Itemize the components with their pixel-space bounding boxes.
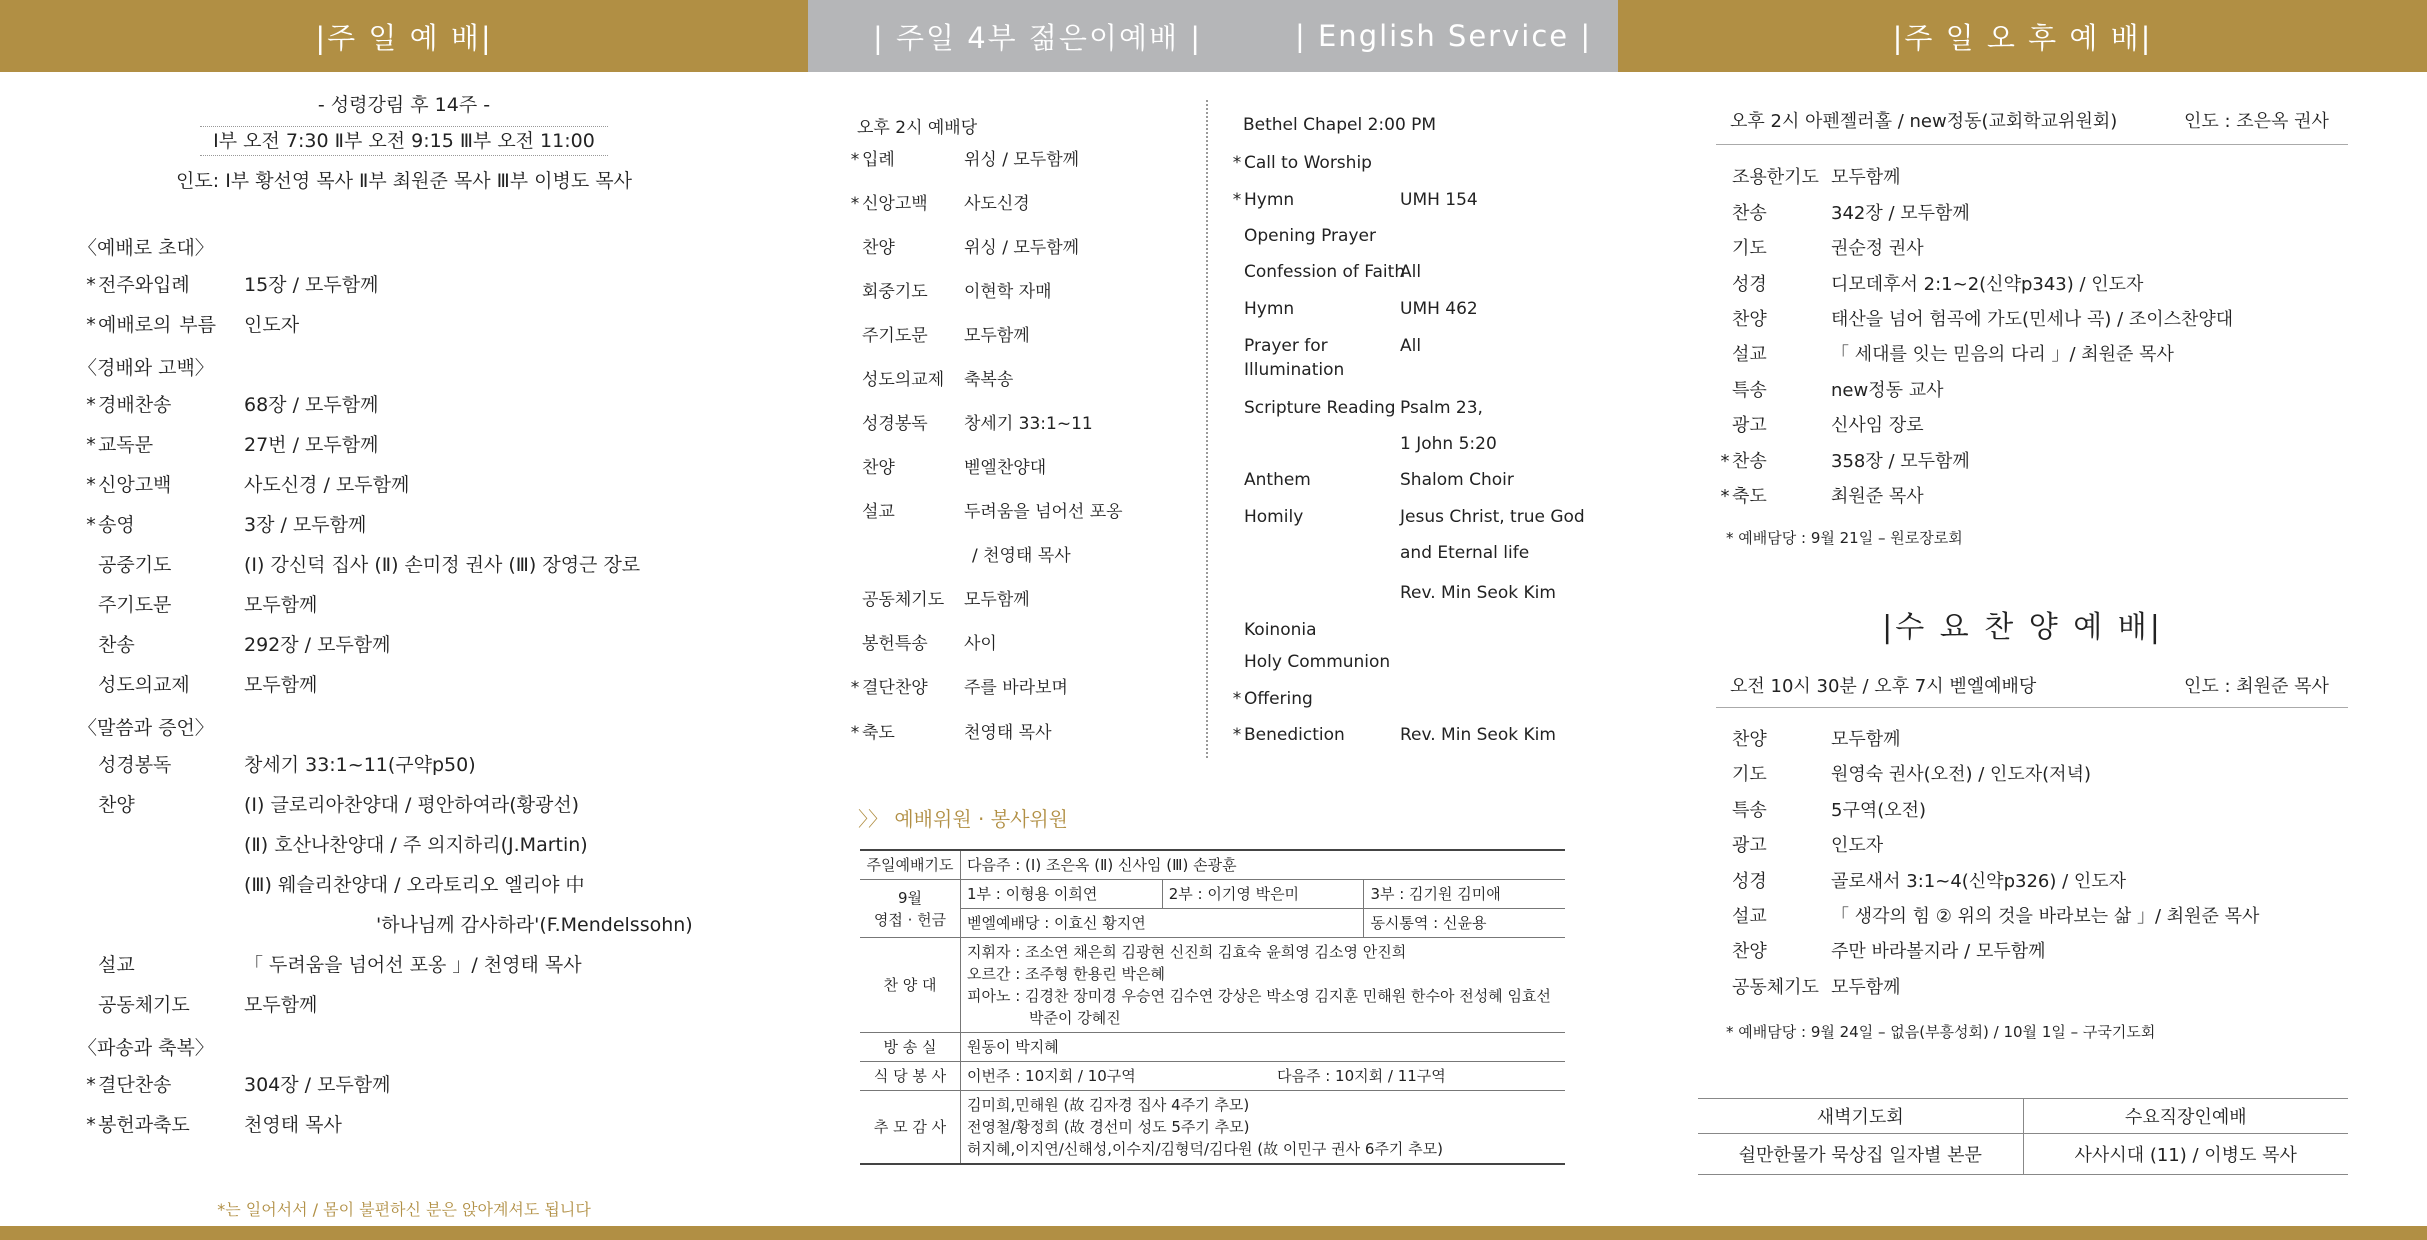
order-item: * 예배로의 부름 인도자 [86, 314, 300, 336]
staff-key: 찬 양 대 [860, 938, 961, 1033]
staff-value: 다음주 : (Ⅰ) 조은옥 (Ⅱ) 신사임 (Ⅲ) 손광훈 [961, 850, 1566, 880]
season-label: - 성령강림 후 14주 - [317, 94, 491, 116]
order-item: 성도의교제 모두함께 [98, 674, 318, 696]
order-item: 성도의교제 축복송 [862, 370, 1014, 390]
order-item: Scripture Reading Psalm 23, [1244, 398, 1483, 418]
order-item: 찬양 벧엘찬양대 [862, 458, 1047, 478]
order-item: 찬양 모두함께 [1732, 729, 1901, 750]
order-item: 찬송 292장 / 모두함께 [98, 634, 391, 656]
order-item: * 신앙고백 사도신경 / 모두함께 [86, 474, 410, 496]
order-item: * 축도 천영태 목사 [850, 723, 1052, 743]
table-row [860, 1062, 1565, 1091]
sunday-header: |주 일 예 배| [0, 0, 808, 72]
order-item: 주기도문 모두함께 [862, 326, 1030, 346]
wednesday-leader: 인도 : 최원준 목사 [2184, 676, 2329, 697]
order-item-continued: and Eternal life [1400, 543, 1530, 563]
order-item: 기도 권순정 권사 [1732, 238, 1924, 259]
young-service-title: | 주일 4부 젊은이예배 | [873, 20, 1202, 55]
afternoon-header: |주 일 오 후 예 배| [1618, 0, 2427, 72]
order-item: 공동체기도 모두함께 [98, 994, 318, 1016]
order-item: 성경봉독 창세기 33:1~11(구약p50) [98, 754, 476, 776]
order-item-continued: '하나님께 감사하라'(F.Mendelssohn) [376, 914, 693, 936]
order-item: * Hymn UMH 154 [1232, 190, 1478, 210]
order-item: Homily Jesus Christ, true God [1244, 507, 1585, 527]
staff-value: 벧엘예배당 : 이효신 황지연 [961, 909, 1364, 938]
staff-value: 김미희,민해원 (故 김자경 집사 4주기 추모) 전영철/황정희 (故 경선미 성도 5주기 추모) 허지혜,이지연/신해성,이수지/김형덕/김다원 (故 이민구 권사 6주기 추모) [961, 1091, 1566, 1165]
table-row [860, 880, 1565, 909]
order-item: 성경봉독 창세기 33:1~11 [862, 414, 1093, 434]
order-item: 성경 골로새서 3:1~4(신약p326) / 인도자 [1732, 871, 2127, 892]
afternoon-leader: 인도 : 조은옥 권사 [2184, 111, 2329, 132]
staff-value: 동시통역 : 신윤용 [1364, 909, 1565, 938]
order-item: * Benediction Rev. Min Seok Kim [1232, 725, 1556, 745]
wednesday-place: 오전 10시 30분 / 오후 7시 벧엘예배당 [1730, 676, 2037, 697]
order-item: * 봉헌과축도 천영태 목사 [86, 1114, 342, 1136]
bottom-bar [0, 1226, 2427, 1240]
order-item: * Offering [1232, 689, 1313, 709]
staff-value: 3부 : 김기원 김미애 [1364, 880, 1565, 909]
english-place: Bethel Chapel 2:00 PM [1243, 115, 1437, 135]
order-item: * 교독문 27번 / 모두함께 [86, 434, 379, 456]
section-sending-blessing: 〈파송과 축복〉 [78, 1037, 214, 1059]
order-item: * 송영 3장 / 모두함께 [86, 514, 367, 536]
staff-key: 주일예배기도 [860, 850, 961, 880]
afternoon-place: 오후 2시 아펜젤러홀 / new정동(교회학교위원회) [1730, 111, 2118, 132]
order-item: 광고 신사임 장로 [1732, 415, 1924, 436]
staff-value: 지휘자 : 조소연 채은희 김광현 신진희 김효숙 윤희영 김소영 안진희 오르간 : 조주형 한용린 박은혜 피아노 : 김경찬 장미경 우승연 김수연 강상은 박소영 김지훈 민해원 한수아 전성혜 임효선 박준이 강혜진 [961, 938, 1566, 1033]
order-item-continued: / 천영태 목사 [972, 546, 1071, 566]
staff-key: 9월 영접 · 헌금 [860, 880, 961, 938]
order-item: 성경 디모데후서 2:1~2(신약p343) / 인도자 [1732, 274, 2144, 295]
table-cell: 사사시대 (11) / 이병도 목사 [2023, 1134, 2348, 1175]
order-item: 조용한기도 모두함께 [1732, 167, 1901, 188]
table-row [860, 850, 1565, 880]
order-item: 특송 new정동 교사 [1732, 380, 1944, 401]
order-item: Opening Prayer [1244, 226, 1376, 246]
order-item: 특송 5구역(오전) [1732, 800, 1927, 821]
section-worship-confession: 〈경배와 고백〉 [78, 357, 214, 379]
staff-title: 〉〉 예배위원 · 봉사위원 [858, 807, 1068, 831]
order-item: * 신앙고백 사도신경 [850, 194, 1030, 214]
order-item: 설교 「 생각의 힘 ② 위의 것을 바라보는 삶 」/ 최원준 목사 [1732, 906, 2260, 927]
order-item-continued: Rev. Min Seok Kim [1400, 583, 1556, 603]
order-item: Prayer for All [1244, 336, 1422, 356]
staff-value: 이번주 : 10지회 / 10구역 다음주 : 10지회 / 11구역 [961, 1062, 1566, 1091]
order-item: * Call to Worship [1232, 153, 1372, 173]
wednesday-note: * 예배담당 : 9월 24일 – 없음(부흥성회) / 10월 1일 – 구국기도회 [1726, 1023, 2156, 1041]
table-cell: 쉴만한물가 묵상집 일자별 본문 [1698, 1134, 2023, 1175]
section-invitation: 〈예배로 초대〉 [78, 237, 214, 259]
order-item: 설교 두려움을 넘어선 포옹 [862, 502, 1123, 522]
section-word-witness: 〈말씀과 증언〉 [78, 717, 214, 739]
order-item: 광고 인도자 [1732, 835, 1884, 856]
order-item-continued: 1 John 5:20 [1400, 434, 1497, 454]
order-item: Hymn UMH 462 [1244, 299, 1478, 319]
staff-table [860, 849, 1565, 1165]
order-item: 찬송 342장 / 모두함께 [1732, 203, 1970, 224]
staff-value: 원동이 박지혜 [961, 1033, 1566, 1062]
order-item: * 축도 최원준 목사 [1720, 486, 1924, 507]
order-item-continued: (Ⅱ) 호산나찬양대 / 주 의지하리(J.Martin) [244, 834, 588, 856]
order-item: 찬양 위싱 / 모두함께 [862, 238, 1080, 258]
order-item: 봉헌특송 사이 [862, 634, 997, 654]
order-item: 주기도문 모두함께 [98, 594, 318, 616]
table-row [860, 938, 1565, 1033]
order-item: * 결단찬송 304장 / 모두함께 [86, 1074, 391, 1096]
service-leaders: 인도: Ⅰ부 황선영 목사 Ⅱ부 최원준 목사 Ⅲ부 이병도 목사 [176, 170, 632, 192]
order-item: 설교 「 두려움을 넘어선 포옹 」/ 천영태 목사 [98, 954, 582, 976]
order-item: 공동체기도 모두함께 [862, 590, 1030, 610]
prayer-meeting-table [1698, 1098, 2348, 1175]
table-header: 새벽기도회 [1698, 1099, 2023, 1134]
order-item: 설교 「 세대를 잇는 믿음의 다리 」/ 최원준 목사 [1732, 344, 2174, 365]
staff-value: 1부 : 이형용 이희연 [961, 880, 1163, 909]
standing-footnote: *는 일어서서 / 몸이 불편하신 분은 앉아계셔도 됩니다 [217, 1200, 591, 1219]
table-row [1698, 1134, 2348, 1175]
table-row [860, 1033, 1565, 1062]
order-item: 찬양 주만 바라볼지라 / 모두함께 [1732, 941, 2046, 962]
order-item: * 전주와입례 15장 / 모두함께 [86, 274, 379, 296]
order-item-continued: Illumination [1244, 360, 1345, 380]
order-item: 찬양 (Ⅰ) 글로리아찬양대 / 평안하여라(황광선) [98, 794, 580, 816]
column-divider-dotted [1206, 100, 1208, 758]
order-item: * 경배찬송 68장 / 모두함께 [86, 394, 379, 416]
order-item: 찬양 태산을 넘어 험곡에 가도(민세나 곡) / 조이스찬양대 [1732, 309, 2234, 330]
staff-key: 방 송 실 [860, 1033, 961, 1062]
service-times: Ⅰ부 오전 7:30 Ⅱ부 오전 9:15 Ⅲ부 오전 11:00 [200, 126, 608, 156]
order-item: Holy Communion [1244, 652, 1391, 672]
table-row [860, 1091, 1565, 1165]
staff-key: 식 당 봉 사 [860, 1062, 961, 1091]
order-item: * 결단찬양 주를 바라보며 [850, 678, 1068, 698]
order-item: * 찬송 358장 / 모두함께 [1720, 451, 1970, 472]
divider [1716, 707, 2348, 708]
table-header: 수요직장인예배 [2023, 1099, 2348, 1134]
order-item: Confession of Faith All [1244, 262, 1422, 282]
staff-value: 2부 : 이기영 박은미 [1162, 880, 1364, 909]
wednesday-title: |수 요 찬 양 예 배| [1882, 610, 2163, 645]
young-place: 오후 2시 예배당 [857, 118, 978, 138]
order-item: 기도 원영숙 권사(오전) / 인도자(저녁) [1732, 764, 2091, 785]
table-row [860, 909, 1565, 938]
order-item-continued: (Ⅲ) 웨슬리찬양대 / 오라토리오 엘리야 中 [244, 874, 585, 896]
order-item: 공중기도 (Ⅰ) 강신덕 집사 (Ⅱ) 손미정 권사 (Ⅲ) 장영근 장로 [98, 554, 641, 576]
divider [1716, 144, 2348, 145]
table-row [1698, 1099, 2348, 1134]
afternoon-note: * 예배담당 : 9월 21일 – 원로장로회 [1726, 529, 1963, 547]
order-item: Anthem Shalom Choir [1244, 470, 1514, 490]
staff-key: 추 모 감 사 [860, 1091, 961, 1165]
order-item: 공동체기도 모두함께 [1732, 977, 1901, 998]
young-english-header [808, 0, 1618, 72]
order-item: Koinonia [1244, 620, 1317, 640]
english-service-title: | English Service | [1295, 19, 1593, 53]
order-item: * 입례 위싱 / 모두함께 [850, 150, 1080, 170]
order-item: 회중기도 이현학 자매 [862, 282, 1052, 302]
